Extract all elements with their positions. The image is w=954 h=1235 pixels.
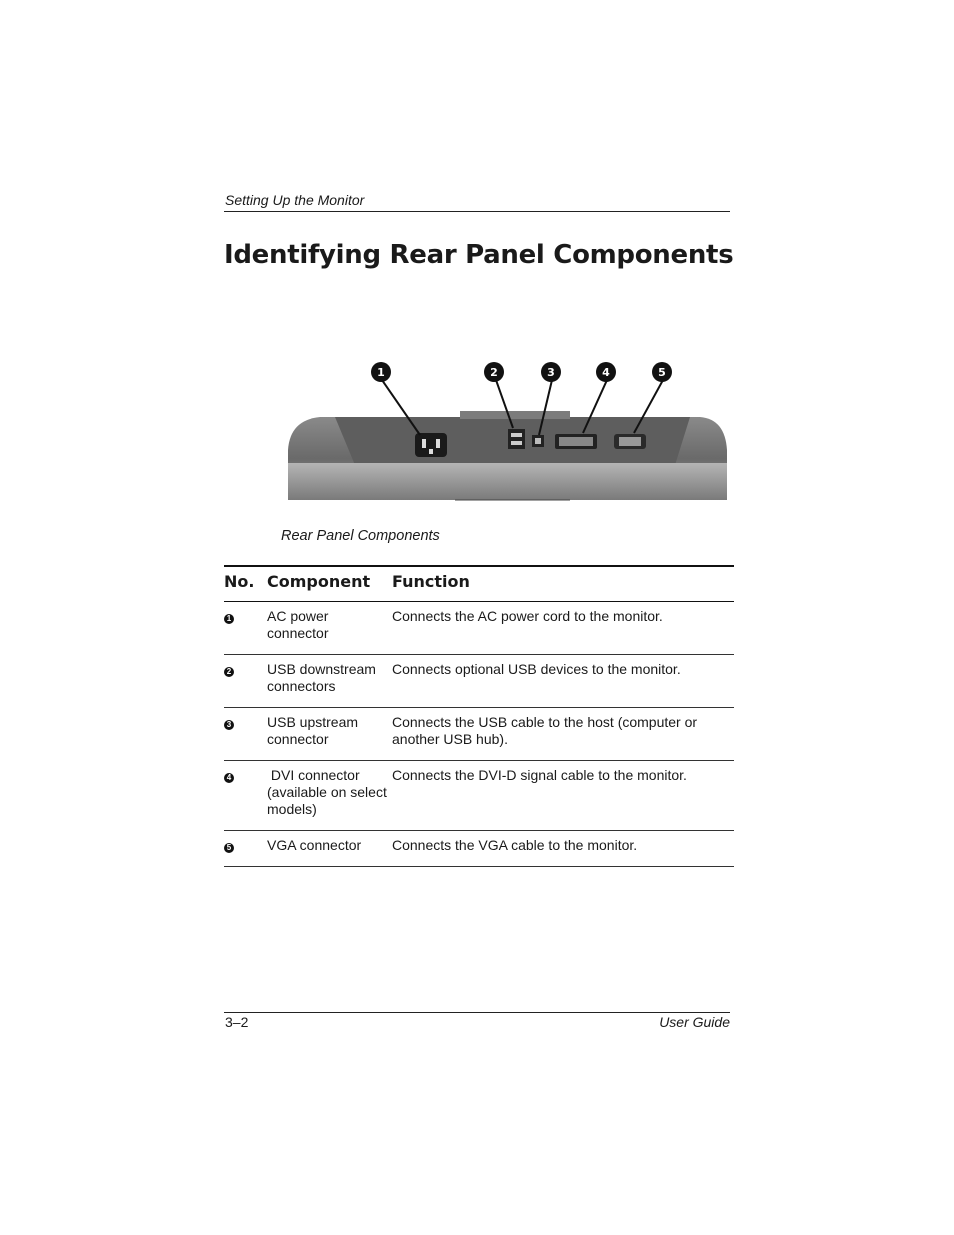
component-cell: USB upstream connector	[267, 708, 392, 761]
row-number-badge: 5	[224, 843, 234, 853]
row-number-badge: 4	[224, 773, 234, 783]
usb-upstream-port	[532, 435, 544, 447]
function-cell: Connects the DVI-D signal cable to the monitor.	[392, 761, 734, 831]
footer-rule	[224, 1012, 730, 1013]
rear-panel-figure	[280, 355, 730, 505]
function-cell: Connects the AC power cord to the monitor.	[392, 602, 734, 655]
function-cell: Connects the VGA cable to the monitor.	[392, 831, 734, 867]
table-row	[224, 655, 734, 708]
header-function: Function	[392, 566, 734, 602]
svg-text:2: 2	[490, 366, 498, 379]
component-cell: AC power connector	[267, 602, 392, 655]
header-component: Component	[267, 566, 392, 602]
table-row	[224, 831, 734, 867]
page-number: 3–2	[225, 1014, 249, 1030]
row-number-badge: 2	[224, 667, 234, 677]
running-header: Setting Up the Monitor	[225, 192, 365, 208]
svg-text:3: 3	[547, 366, 555, 379]
svg-text:1: 1	[377, 366, 385, 379]
callout-3-icon	[541, 362, 561, 382]
document-name: User Guide	[659, 1014, 730, 1030]
component-cell: DVI connector (available on select models)	[267, 761, 392, 831]
function-cell: Connects optional USB devices to the monitor.	[392, 655, 734, 708]
usb-downstream-ports	[508, 429, 525, 449]
function-cell: Connects the USB cable to the host (computer or another USB hub).	[392, 708, 734, 761]
table-row	[224, 708, 734, 761]
header-rule	[224, 211, 730, 212]
table-row	[224, 602, 734, 655]
dvi-port	[555, 434, 597, 449]
table-row	[224, 761, 734, 831]
vga-port	[614, 434, 646, 449]
header-no: No.	[224, 566, 267, 602]
callout-2-icon	[484, 362, 504, 382]
component-cell: USB downstream connectors	[267, 655, 392, 708]
monitor-rear-body	[288, 411, 727, 500]
components-table	[224, 565, 734, 867]
callout-1-icon	[371, 362, 391, 382]
callout-4-icon	[596, 362, 616, 382]
svg-text:5: 5	[658, 366, 666, 379]
ac-power-port	[415, 433, 447, 457]
component-cell: VGA connector	[267, 831, 392, 867]
row-number-badge: 1	[224, 614, 234, 624]
figure-caption: Rear Panel Components	[281, 528, 440, 544]
table-header-row	[224, 566, 734, 602]
callout-5-icon	[652, 362, 672, 382]
svg-text:4: 4	[602, 366, 610, 379]
page-title: Identifying Rear Panel Components	[224, 240, 734, 270]
row-number-badge: 3	[224, 720, 234, 730]
